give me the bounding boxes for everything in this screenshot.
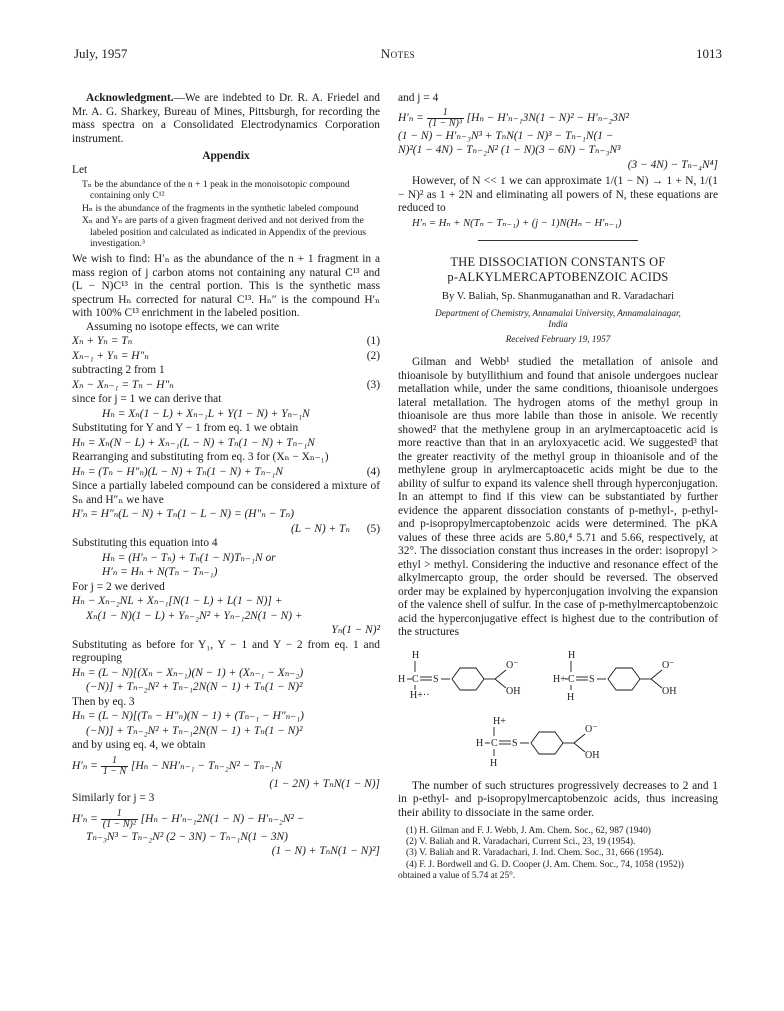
divider [478, 240, 638, 241]
paragraph: The number of such structures progressively decreases to 2 and 1 in p-ethyl- and p-isopropylmercaptobenzoic acids, thus increasing their ability to dissociate in the same order. [398, 779, 718, 819]
equation: Hₙ = Xₙ(1 − L) + Xₙ₋₁L + Y(1 − N) + Yₙ₋₁N [102, 407, 310, 420]
svg-text:O⁻: O⁻ [662, 659, 675, 671]
equation: H′ₙ = Hₙ + N(Tₙ − Tₙ₋₁) [102, 566, 218, 579]
svg-text:H: H [398, 673, 406, 685]
appendix-heading: Appendix [202, 150, 250, 162]
paragraph: However, of N << 1 we can approximate 1/(1 − N) → 1 + N, 1/(1 − N)² as 1 + 2N and eliminating all powers of N, these equations are reduced to [398, 175, 718, 214]
structure-1 [398, 650, 520, 701]
equation: (3 − 4N) − Tₙ₋₄N⁴] [627, 158, 718, 171]
svg-text:C: C [568, 673, 575, 685]
received-date: Received February 19, 1957 [505, 333, 611, 344]
equation: (−N)] + Tₙ₋₂N² + Tₙ₋₁2N(N − 1) + Tₙ(1 − N)² [86, 724, 303, 737]
equation-number: (5) [366, 522, 380, 535]
text-line: Similarly for j = 3 [72, 792, 155, 805]
equation: (1 − N) + TₙN(1 − N)²] [271, 845, 380, 858]
svg-text:H: H [490, 757, 498, 769]
text-line: Substituting for Y and Y − 1 from eq. 1 we obtain [72, 422, 299, 435]
svg-text:H+··: H+·· [410, 689, 430, 701]
equation: Hₙ = (Tₙ − H″ₙ)(L − N) + Tₙ(1 − N) + Tₙ₋₁N (4) [72, 465, 380, 478]
reference-item: (1) H. Gilman and F. J. Webb, J. Am. Chem. Soc., 62, 987 (1940) [406, 826, 651, 836]
text-line: Substituting this equation into 4 [72, 537, 218, 550]
equation: Xₙ₋₁ + Yₙ = H″ₙ (2) [72, 349, 380, 362]
svg-text:OH: OH [662, 685, 677, 697]
text-line: For j = 2 we derived [72, 580, 165, 593]
equation-number: (3) [366, 378, 380, 391]
acknowledgment [72, 92, 380, 146]
text-line: Since a partially labeled compound can be considered a mixture of Sₙ and H″ₙ we have [72, 480, 380, 506]
equation: H′ₙ = H″ₙ(L − N) + Tₙ(1 − L − N) = (H″ₙ − Tₙ) [72, 508, 294, 521]
right-column [398, 92, 718, 882]
affiliation: Department of Chemistry, Annamalai University, Annamalainagar, India [435, 307, 681, 329]
text-line: Substituting as before for Y₁, Y − 1 and Y − 2 from eq. 1 and regrouping [72, 638, 380, 665]
fraction: $\frac{1}{1 - N}$ [102, 754, 127, 777]
equation: (1 − 2N) + TₙN(1 − N)] [269, 777, 380, 790]
svg-text:O⁻: O⁻ [506, 659, 519, 671]
paragraph: We wish to find: H′ₙ as the abundance of the n + 1 fragment in a mass region of j carbon atoms not containing any natural C¹³ and (L − N)C¹³ in the central portion. This is the synthetic mass spectrum Hₙ corrected for natural C¹³. Hₙ″ is the compound H′ₙ with 100% C¹³ enrichment in the labeled position. [72, 253, 380, 320]
svg-text:C: C [412, 673, 419, 685]
svg-text:S: S [512, 737, 518, 749]
resonance-structures-figure [398, 644, 718, 776]
reference-item: (4) F. J. Bordwell and G. D. Cooper (J. Am. Chem. Soc., 74, 1058 (1952)) obtained a value of 5.74 at 25°. [398, 859, 684, 881]
definition-item: Hₙ is the abundance of the fragments in the synthetic labeled compound [82, 202, 359, 214]
equation-number: (2) [366, 349, 380, 362]
svg-text:OH: OH [585, 749, 600, 761]
text-line: Then by eq. 3 [72, 695, 135, 708]
text-line: and by using eq. 4, we obtain [72, 739, 206, 752]
equation: (1 − N) − H′ₙ₋₃N³ + TₙN(1 − N)³ − Tₙ₋₁N(1 − [398, 129, 614, 142]
svg-text:H+: H+ [493, 715, 506, 727]
reference-item: (3) V. Baliah and R. Varadachari, J. Ind. Chem. Soc., 31, 666 (1954). [406, 848, 664, 859]
equation: Hₙ = (L − N)[(Tₙ − H″ₙ)(N − 1) + (Tₙ₋₁ − H″ₙ₋₁) [72, 710, 304, 723]
equation: Xₙ − Xₙ₋₁ = Tₙ − H″ₙ (3) [72, 378, 380, 391]
svg-text:S: S [433, 673, 439, 685]
paragraph: Assuming no isotope effects, we can write [86, 320, 280, 333]
svg-text:S: S [589, 673, 595, 685]
svg-text:H: H [567, 691, 575, 703]
definitions-list [72, 179, 380, 249]
equation: Xₙ(1 − N)(1 − L) + Yₙ₋₂N² + Yₙ₋₁2N(1 − N) + [86, 609, 303, 622]
ack-text: —We are indebted to Dr. R. A. Friedel and Mr. A. G. Sharkey, Bureau of Mines, Pittsburgh, for recording the mass spectra on a Consolidated Electrodynamics Corporation instrument. [72, 92, 380, 145]
equation: H′ₙ = Hₙ + N(Tₙ − Tₙ₋₁) + (j − 1)N(Hₙ − H′ₙ₋₁) [412, 217, 622, 229]
header-page-number: 1013 [696, 46, 722, 61]
equation: Hₙ − Xₙ₋₂NL + Xₙ₋₁[N(1 − L) + L(1 − N)] + [72, 595, 283, 608]
equation: H′ₙ = $\frac{1}{\text{(1 − N)²}}$ [Hₙ − H′ₙ₋₁2N(1 − N) − H′ₙ₋₂N² − [72, 807, 305, 830]
svg-text:H: H [476, 737, 484, 749]
fraction: $\frac{1}{\text{(1 − N)³}}$ [428, 106, 462, 129]
equation: H′ₙ = $\frac{1}{1 - N}$ [Hₙ − NH′ₙ₋₁ − Tₙ₋₂N² − Tₙ₋₁N [72, 754, 282, 777]
equation: Yₙ(1 − N)² [331, 624, 380, 637]
equation: Hₙ = (L − N)[(Xₙ − Xₙ₋₁)(N − 1) + (Xₙ₋₁ − Xₙ₋₂) [72, 666, 304, 679]
equation: Tₙ₋₃N³ − Tₙ₋₂N² (2 − 3N) − Tₙ₋₁N(1 − 3N) [86, 830, 288, 843]
svg-text:H: H [568, 649, 576, 661]
page-header [74, 46, 722, 66]
article-title: THE DISSOCIATION CONSTANTS OF p-ALKYLMERCAPTOBENZOIC ACIDS [447, 255, 669, 284]
svg-text:H: H [412, 649, 420, 661]
equation: (L − N) + Tₙ (5) [290, 522, 380, 535]
paragraph: Gilman and Webb¹ studied the metallation of anisole and thioanisole by butyllithium and found that anisole undergoes nuclear metallation while, under the same conditions, thioanisole undergoes lateral metallation. The hydrogen atoms of the methyl group in thioanisole are thus more labile than those in anisole. We recently showed² that the methylene group in an arylmercaptoacetic acid is more reactive than that in an aryloxyacetic acid. We suggested³ that the greater reactivity of the methyl group in thioanisole and of the methylene group in arylmercaptoacetic acids might be due to the ability of sulfur to expand its valence shell through hyperconjugation. In an attempt to find if this view can be substantiated by further evidence the apparent dissociation constants of p-methyl-, p-ethyl- and p-isopropylmercaptobenzoic acids were determined. The pKA values of these three acids are 5.80,⁴ 5.71 and 5.66, respectively, at 32°. The dissociation constant thus increases in the order: isopropyl > ethyl > methyl. Considering the inductive and resonance effect of the alkylmercapto group, the order should be reversed. The observed order may be explained by hyperconjugation involving the expansion of the valence shell of sulfur. In the case of p-methylmercaptobenzoic acid the hyperconjugative effect is highest due to the contribution of the structures [398, 356, 718, 638]
left-column [72, 92, 380, 860]
byline: By V. Baliah, Sp. Shanmuganathan and R. Varadachari [441, 291, 675, 302]
svg-text:H+: H+ [553, 673, 566, 685]
equation-number: (1) [366, 335, 380, 348]
definition-item: Xₙ and Yₙ are parts of a given fragment derived and not derived from the labeled position and calculated as indicated in Appendix of the previous investigation.³ [82, 215, 367, 250]
ack-label: Acknowledgment. [86, 92, 174, 104]
svg-text:O⁻: O⁻ [585, 723, 598, 735]
header-date: July, 1957 [74, 46, 128, 61]
text-line: subtracting 2 from 1 [72, 364, 165, 377]
equation-number: (4) [366, 465, 380, 478]
svg-text:OH: OH [506, 685, 521, 697]
structure-2 [553, 650, 676, 703]
equation: (−N)] + Tₙ₋₂N² + Tₙ₋₁2N(N − 1) + Tₙ(1 − N)² [86, 681, 303, 694]
let-text: Let [72, 163, 88, 176]
equation: Xₙ + Yₙ = Tₙ (1) [72, 335, 380, 348]
text-line: Rearranging and substituting from eq. 3 for (Xₙ − Xₙ₋₁) [72, 451, 329, 464]
equation: Hₙ = (H′ₙ − Tₙ) + Tₙ(1 − N)Tₙ₋₁N or [102, 551, 276, 564]
text-line: and j = 4 [398, 92, 439, 104]
definition-item: Tₙ be the abundance of the n + 1 peak in the monoisotopic compound containing only C¹² [82, 179, 350, 202]
header-section: Notes [380, 46, 416, 61]
reference-item: (2) V. Baliah and R. Varadachari, Current Sci., 23, 19 (1954). [406, 837, 636, 848]
text-line: since for j = 1 we can derive that [72, 393, 222, 406]
equation: H′ₙ = $\frac{1}{\text{(1 − N)³}}$ [Hₙ − H′ₙ₋₁3N(1 − N)² − H′ₙ₋₂3N² [398, 106, 629, 129]
equation: N)²(1 − 4N) − Tₙ₋₂N² (1 − N)(3 − 6N) − Tₙ₋₃N³ [398, 144, 621, 156]
fraction: $\frac{1}{\text{(1 − N)²}}$ [102, 807, 136, 830]
structure-3 [476, 716, 599, 769]
references [398, 826, 718, 882]
equation: Hₙ = Xₙ(N − L) + Xₙ₋₁(L − N) + Tₙ(1 − N) + Tₙ₋₁N [72, 436, 315, 449]
svg-text:C: C [491, 737, 498, 749]
